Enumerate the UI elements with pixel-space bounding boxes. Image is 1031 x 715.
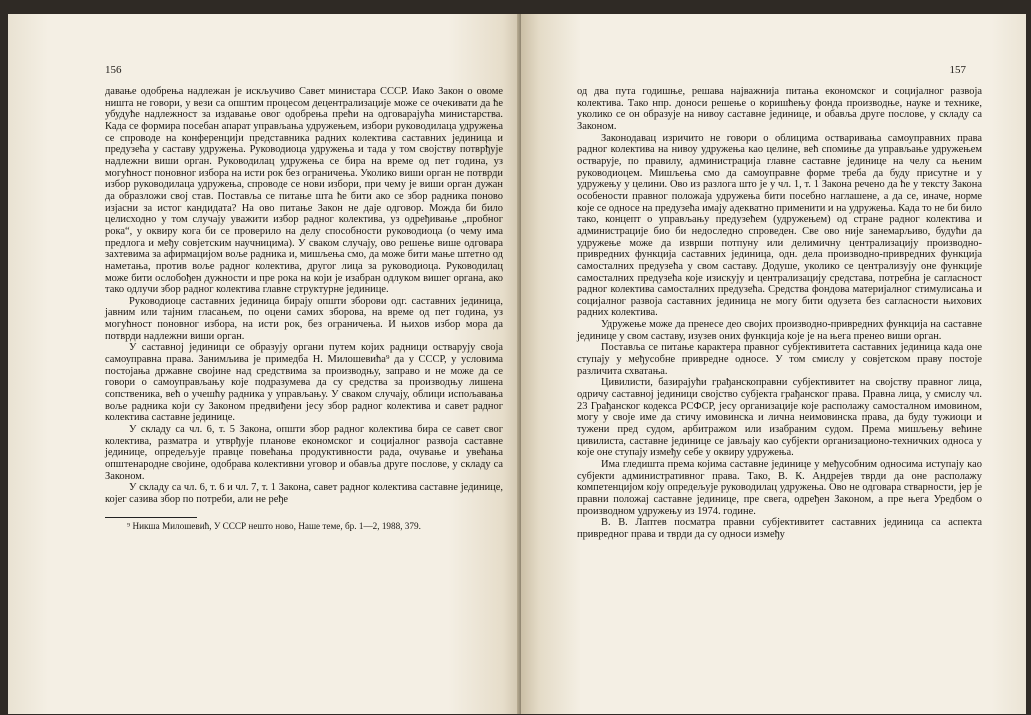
page-number-left: 156 (105, 64, 122, 76)
paragraph: давање одобрења надлежан је искључиво Савет министара СССР. Иако Закон о овоме ништа не говори, у вези са општим процесом децентрализације може се очекивати да ће убудуће надлежност за издавање овог одобрења прећи на одговарајућа министарства. Када се формира посебан апарат управљања удружењем, избори руководилаца удружења се спроводе на конференцији представника радних колектива саставних јединица и предузећа у саставу удружења. Руководиоца удружења и тада у том својству потврђује надлежни виши орган. Руководилац удружења се бира на време од пет година, уз могућност поновног избора на исти рок без ограничења. Уколико виши орган не потврди избор руководилаца удружења, спроводе се нови избори, при чему је виши орган дужан да образложи свој став. Поставља се питање шта ће бити ако се збор радника поново изјасни за истог кандидата? На ово питање Закон не даје одговор. Можда би било целисходно у том случају уважити избор радног колектива, уз одређивање „пробног рока“, у оквиру кога би се проверило на делу способности руководиоца (о чему има предлога и међу совјетским научницима). У сваком случају, ово решење више одговара захтевима за афирмацијом воље радника и, мишљења смо, да може бити мање штетно од наметања, против воље радног колектива, другог лица за руководиоца. Руководилац може бити ослобођен дужности и пре рока на који је изабран одлуком вишег органа, ако тако одлучи збор радног колектива главне структурне јединице. (105, 86, 503, 296)
paragraph: Законодавац изричито не говори о облицима остваривања самоуправних права радног колектива на нивоу удружења као целине, већ спомиње да управљање удружењем остварује, по правилу, администрација главне саставне јединице на челу са њеним руководиоцем. Мишљења смо да самоуправне форме треба да буду присутне и у удружењу у целини. Ово из разлога што је у чл. 1, т. 1 Закона речено да ће у тексту Закона особености правног положаја удружења бити посебно наглашене, а да се, иначе, норме које се односе на предузећа имају адекватно применити и на удружења. Када то не би било тако, концепт о управљању предузећем (удружењем) од стране радног колектива и администрације био би недоследно спроведен. Све ово није занемарљиво, будући да удружење може да изврши потпуну или делимичну централизацију производно-привредних функција саставних јединица, одн. дела производно-привредних функција самосталних предузећа у свом саставу. Додуше, уколико се централизују оне функције самосталних предузећа које изискују и централизацију средстава, потребна је сагласност радног колектива самосталних предузећа. Средства фондова материјалног стимулисања и социјалног развоја саставних јединица не могу бити одузета без сагласности њихових радних колектива. (577, 132, 982, 319)
paragraph: В. В. Лаптев посматра правни субјективитет саставних јединица са аспекта привредног права и тврди да су односи између (577, 517, 982, 540)
left-page (8, 14, 521, 714)
paragraph: Удружење може да пренесе део својих производно-привредних функција на саставне јединице у свом саставу, изузев оних функција које је на њега пренео виши орган. (577, 319, 982, 342)
page-number-right: 157 (949, 64, 966, 76)
paragraph: Цивилисти, базирајући грађанскоправни субјективитет на својству правног лица, одричу саставној јединици својство субјекта грађанског права. Правна лица, у смислу чл. 23 Грађанског кодекса РСФСР, јесу организације које располажу самосталном имовином, могу у своје име да стичу имовинска и лична неимовинска права, да буду тужиоци и тужени пред судом, арбитражом или изабраним судом. Према мишљењу већине цивилиста, саставне јединице се јављају као субјекти организационо-техничких односа у које оне ступају између себе у оквиру удружења. (577, 377, 982, 459)
left-page-body (105, 86, 503, 506)
paragraph: У складу са чл. 6, т. 5 Закона, општи збор радног колектива бира се савет свог колектива, разматра и утврђује планове економског и социјалног развоја саставне јединице, опредељује правце повећања продуктивности рада, очување и увећања општенародне својине, одобрава колективни уговор и обавља друге послове, у складу са Законом. (105, 424, 503, 482)
paragraph: Руководиоце саставних јединица бирају општи збoрови одг. саставних јединица, јавним или тајним гласањем, по оцени самих збoрова, на време од пет година, уз могућност поновног избора, на исти рок, без ограничења. И њихов избор мора да потврди надлежни виши орган. (105, 295, 503, 342)
paragraph: Има гледишта према којима саставне јединице у међусобним односима иступају као субјекти административног права. Тако, В. К. Андрејев тврди да оне располажу компетенцијом коју опредељује руководилац удружења. Ово не одговара стварности, јер је правни положај саставне јединице, пре свега, одређен Законом, а пре њега Уредбом о производном удружењу из 1974. године. (577, 459, 982, 517)
footnote: ⁹ Никша Милошевић, У СССР нешто ново, Наше теме, бр. 1—2, 1988, 379. (127, 520, 421, 531)
paragraph: У саставној јединици се образују органи путем којих радници остварују своја самоуправна права. Занимљива је примедба Н. Милошевића⁹ да у СССР, у условима постојања државне својине над средствима за производњу, заправо и не може да се говори о самоуправљању које подразумева да су средства за производњу лишена сопственика, већ о учешћу радника у управљању. У сваком случају, облици испољавања воље радника који су Законом предвиђени јесу збор радног колектива и савет радног колектива саставне јединице. (105, 342, 503, 424)
right-page-body (577, 86, 982, 541)
right-page (521, 14, 1026, 714)
paragraph: Поставља се питање карактера правног субјективитета саставних јединица када оне ступају у међусобне привредне односе. У том смислу у совјетском праву постоје различита схватања. (577, 342, 982, 377)
paragraph: од два пута годишње, решава најважнија питања економског и социјалног развоја колектива. Тако нпр. доноси решење о коришћењу фонда производње, науке и технике, уколико се он образује на нивоу саставне јединице, и обавља друге послове, у складу са Законом. (577, 86, 982, 132)
footnote-rule (105, 517, 197, 518)
paragraph: У складу са чл. 6, т. 6 и чл. 7, т. 1 Закона, савет радног колектива саставне јединице, којег сазива збор по потреби, али не ређе (105, 482, 503, 505)
